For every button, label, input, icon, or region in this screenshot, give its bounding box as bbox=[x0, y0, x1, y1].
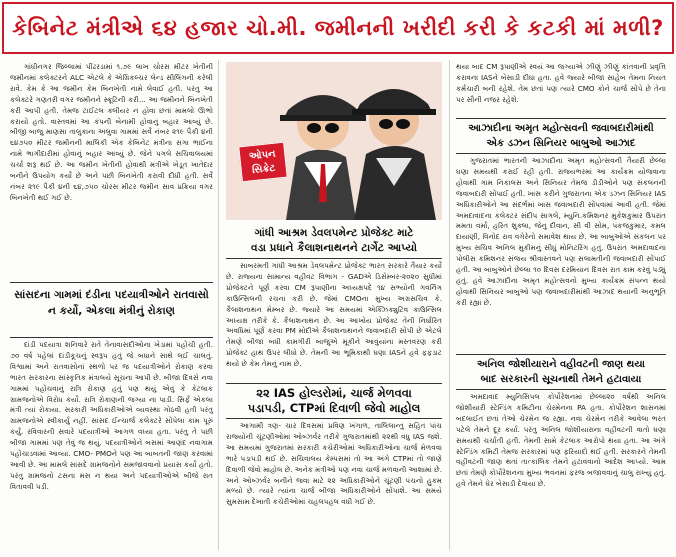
column3-subhead-2-line-2: બાદ સરકારની સૂચનાથી તેમને હટાવાયા bbox=[480, 374, 642, 385]
open-secret-illustration bbox=[226, 62, 442, 220]
column3-paragraph-2: ગુજરાતમાં ભારતની આઝાદીના અમૃત મહોત્સવની તૈયારી છેલ્લા ઘણા સમયથી કરાઈ રહી હતી. રાજ્યભરમાં આ કાર્યક્રમ યોજવાના હોવાથી ગામ નિકાલસ અને સિનિયર તેમજ ડીડીઓને પણ સંકલનની જવાબદારી સોંપાઈ હતી. ખાસ કરીને ગુજરાતના એક ડઝન સિનિયર IAS અધિકારીઓને આ સંદર્ભમાં ખાસ જવાબદારી સોંપવામાં આવી હતી. જેમાં અમદાવાદના કલેક્ટર સંદીપ સાગલે, મ્યુનિ.કમિશનર મુકેશકુમાર ઉપરાંત મમતા વર્મા, હરિત શુક્લા, જેનુ દીવાન, સી વી સોમ, પંકજકુમાર, કમલ દાયાણી, વિનોદ રાવ વગેરેનો સમાવેશ થાય છે. આ બાબુઓએ સંકલન પર મુખ્ય સચિવ અનિલ મુકીમનું સીધું મોનિટરિંગ હતું. ઉપરાંત અમદાવાદના પોલીસ કમિશનર સંજય શ્રીવાસ્તવને પણ સલામતીની જવાબદારી સોંપાઈ હતી. આ બાબુઓને છેલ્લા ૧૦ દિવસ દરમિયાન દિવસ રાત કામ કરવું પડ્યું હતું. હવે આઝાદીના અમૃત મહોત્સવનો મુખ્ય કાર્યક્રમ સંપન્ન થયો હોવાથી સિનિયર બાબુઓ પણ જવાબદારીમાંથી આઝાદ થયાની અનુભૂતિ કરી રહ્યા છે. bbox=[456, 156, 666, 307]
divider bbox=[226, 383, 442, 384]
column2-subhead-1-line-2: વડા પ્રધાને કૈલાશનાથનને ટાર્ગેટ આપ્યો bbox=[250, 242, 417, 254]
column1-paragraph-2: દાંડી પદયાત્રા શનિવારે રાતે તેનાવાસદીઓના ખેડામાં પહોંચી હતી. ૭૦ વર્ષ પહેલાં દાંડીકૂચનું સ્વરૂપ હતું જે બધાને સાથે લઈ ચાલતું. વિશ્વામાં અને રાતવાસોનાં સ્થળો પર જ પદયાત્રીઓને રોકાણ કરવા ભારત સરકારના સાંસ્કૃતિક મંત્રાલયે સૂચના આપી છે. બીજા દિવસે નવા ગામમાં પહોંચવાનું રાત્રિ રોકાણ હતું પણ થયું એવું કે કેટલાક ગ્રામજનોએ વિરોધ કર્યો. રાત્રિ રોકાણની જગ્યા ના પાડી. સિર્ફ એકલા મંત્રી ત્યાં રોકાયા. સરકારી અધિકારીઓએ વ્યવસ્થા ગોઠવી હતી પરંતુ ગ્રામજનોએ સ્વીકાર્યું નહીં. સાંસદ ઈન્ચાર્જ કલેક્ટરે સોંપેલા કામ પૂરું કર્યું. રવિવારની સવારે પદયાત્રીઓ આગળ વધ્યા હતા. પરંતુ તે પછી બીજા ગામમાં પણ તેવું જ થયું. પદયાત્રીઓને બસમાં આણંદ નવાગામ પહોંચાડવામાં આવ્યા. CMO- PMOને પણ આ બાબતની જાણ કરવામાં આવી છે. આ મામલે સાંસદે ગ્રામજનોને સમજાવવાનો પ્રયાસ કર્યો હતો. પરંતુ ગ્રામજનો ટસના મસ ન થયા અને પદયાત્રીઓએ બીજે રાત વિતાવવી પડી. bbox=[10, 340, 213, 491]
column3-paragraph-3: અમદાવાદ મ્યુનિસિપલ કોર્પોરેશનમાં છેલ્લા૨૦ વર્ષથી અનિલ જોશીયારી સ્ટેન્ડિંગ કમિટીના ચેરમેનના PA હતા. કોર્પોરેશન શાસનમાં બદલાઈત છતાં તેઓ ચેરમેન જ રહ્યા. નવા ચેરમેન તરીકે આવેલા ભરત પટેલે તેમને દૂર કર્યા. પરંતુ અનિલ જોશીયારાના વહીવટની વાતો ઘણા સમયથી ચર્ચાતી હતી. તેમની સામે કેટલાક આરોપો થયા હતા. આ અંગે સ્ટેન્ડિંગ કમિટી તેમજ સરકારમાં પણ ફરિયાદો થઈ હતી. સરકારને તેમની વહીવટની જાણ થતાં તાત્કાલિક તેમને હટાવવાનો આદેશ આપ્યો. આમ છતાં તેમણે કોર્પોરેશનના મુખ્ય ભવનમાં ફરજ બજાવવાનું ચાલુ રાખ્યું હતું. હવે તેમને ઘેર બેસાડી દેવાયા છે. bbox=[456, 392, 666, 489]
divider bbox=[456, 389, 666, 390]
divider bbox=[456, 153, 666, 154]
column3-paragraph-1: થયા બાદ CM રૂપાણીએ સ્વયં આ જગ્યાએ ઝીણું ઝીણું કાંતવાની પ્રવૃત્તિ કરાવના IASને બેસાડી દીધા હતા. હવે જ્યારે બીજા સાહેબ તેમના નિયત કર્મચારી બની રહેશે. તેમ છતાં પણ ત્યારે CMO કોને ચાર્જ સોંપે છે તેના પર સૌની નજર રહેશે. bbox=[456, 62, 666, 104]
divider bbox=[226, 258, 442, 259]
column-3 bbox=[456, 62, 666, 510]
headline-banner bbox=[2, 2, 674, 54]
divider bbox=[456, 118, 666, 119]
column2-paragraph-2: આગામી ત્રણ- ચાર દિવસમાં પ્રવિણ ખંગાળ, તાલિલાન્તુ સહિત પાંચ રાજ્યોની ચૂંટણીઓમાં ઓબ્ઝર્વર તરીકે ગુજરાતમાંથી ૨૨થી વધુ IAS જશે. આ સમયમાં ગુજરાતમાં સરકારી કચેરીઓમાં અધિકારીઓના ચાર્જ મેળવવા ભારે પડાપડી થઈ છે. સચિવાલય કેમ્પસમાં તો આ અંગે CTPમાં તો જાણે દિવાળી જેવો માહોલ છે. અનેક મંત્રીઓ પણ નવા ચાર્જ મળવાની આશામાં છે. અને ઓબ્ઝર્વર બનીને જવા માટે ૨૨ અધિકારીઓને ચૂંટણી પંચનો હુકમ મળ્યો છે. ત્યારે ત્યાંના ચાર્જ બીજા અધિકારીઓને સોંપાશે. આ સમયે સુમસામ દેખાતી કચેરીઓમાં ચહલપહલ વધી ગઈ છે. bbox=[226, 421, 442, 507]
column3-subhead-2-line-1: અનિલ જોશીયારાને વહીવટની જાણ થયા bbox=[477, 359, 645, 370]
column2-subhead-2-line-2: પડાપડી, CTPમાં દિવાળી જેવો માહોલ bbox=[247, 401, 421, 415]
column-1 bbox=[10, 62, 213, 556]
column-divider-left bbox=[218, 60, 219, 550]
column-2 bbox=[226, 226, 442, 539]
divider bbox=[10, 282, 213, 283]
column2-subhead-2-line-1: ૨૨ IAS હોલ્ડરોમાં, ચાર્જ મેળવવા bbox=[256, 386, 412, 400]
divider bbox=[456, 354, 666, 355]
column1-paragraph-1: ગાંધીનગર જિલ્લામાં પીંઢરડામાં ૧.૭૯ લાખ ચોરસ મીટર ખેતીની જમીનમાં કલેક્ટરને ALC એટલે કે એગ્રિકલ્ચર લેન્ડ સીલિંગની કરેલી રાવે. કેમ કે આ જમીન કેમ બિનખેતી નામે લેવાઈ હતી. પરંતુ આ કલેક્ટરે ગણતરી વગર જમીનને સ્ક્રૂટિની કરી... આ જમીનને બિનખેતી કરી આપી હતી. તેમજ ટાઈટલ ક્લીયર ન હોવા છતાં મામલો ઊભો કરાયો હતો. વાસ્તવમાં આ કંપની બેનામી હોવાનું બહાર આવ્યું છે. બીજી બાજુ માણસા તાલુકાના અલુવા ગામમાં સર્વે નંબર ૨૧૯ પૈકી ૪ની ૬૪૭૫૦ મીટર જમીનની માલિકી એક કેબિનેટ મંત્રીના સગા ભાઈના નામે ભાગીદારીમાં હોવાનું બહાર આવ્યું છે. જેને પગલે સચિવાલયમાં ચર્ચા શરૂ થઈ છે. આ જમીન ખેતીની હોવાથી મંત્રીએ ખેડૂત ખાતેદાર બનીને ઉપયોગ કર્યો છે અને પછી બિનખેતી કરાવી દીધી હતી. સર્વે નંબર ૨૧૯ પૈકી ૪ની ૬૪,૭૫૦ ચોરસ મીટર જમીન સાવ પ્રક્રિયા વગર બિનખેતી થઈ ગઈ છે. bbox=[10, 62, 213, 202]
column1-subhead: સાંસદના ગામમાં દંડીના પદયાત્રીઓને રાતવાસો ન કર્યો, એકલા મંત્રીનું રોકાણ bbox=[14, 289, 209, 317]
column-divider-right bbox=[449, 60, 450, 550]
open-secret-badge: ઓપન સિક્રેટ bbox=[238, 142, 288, 183]
column2-paragraph-1: સાબરમતી ગાંધી આશ્રમ ડેવલપમેન્ટ પ્રોજેક્ટ ભારત સરકારે તૈયાર કર્યો છે. રાજ્યના સામાન્ય વહીવટ વિભાગ - GADએ ડિસેમ્બર-૨૦૨૦ સુધીમાં પ્રોજેક્ટને પૂર્ણ કરવા CM રૂપાણીના અધ્યક્ષપદે ૧૪ સભ્યોની ગવર્નિંગ કાઉન્સિલની રચના કરી છે. જેમાં CMOના મુખ્ય અગ્રસચિવ કે. કૈલાશનાથન મેમ્બર છે. જ્યારે આ સમયમાં એક્ઝિક્યુટિવ કાઉન્સિલ અધ્યક્ષ તરીકે કે. કૈલાશનાથન છે. આ આખોય પ્રોજેક્ટ તેની નિર્ધારિત અવધિમાં પૂર્ણ કરવા PM મોદીએ કૈલાશનાથનને જવાબદારી સોંપી છે એટલે તેમણે બીજા બધી કામગીરી બાજુએ મૂકીને આવુંયાંના મસ્તવરણ કરી પ્રોજેક્ટ હાથ ઉપર લીધો છે. તેમની આ ભૂમિકાથી ઘણા IASને હવે ફફડાટ થયો છે કેમ તેમનું નામ છે. bbox=[226, 261, 442, 369]
divider bbox=[10, 337, 213, 338]
spies-image bbox=[226, 62, 442, 220]
headline: કેબિનેટ મંત્રીએ ૬૪ હજાર ચો.મી. જમીનની ખરીદી કરી કે કટકી માં મળી? bbox=[12, 16, 664, 40]
column2-subhead-1-line-1: ગાંધી આશ્રમ ડેવલપમેન્ટ પ્રોજેક્ટ માટે bbox=[254, 227, 414, 239]
column3-subhead-1-line-1: આઝાદીના અમૃત મહોત્સવની જવાબદારીમાંથી bbox=[468, 123, 654, 134]
column3-subhead-1-line-2: એક ડઝન સિનિયર બાબુઓ આઝાદ bbox=[486, 138, 636, 149]
divider bbox=[226, 418, 442, 419]
